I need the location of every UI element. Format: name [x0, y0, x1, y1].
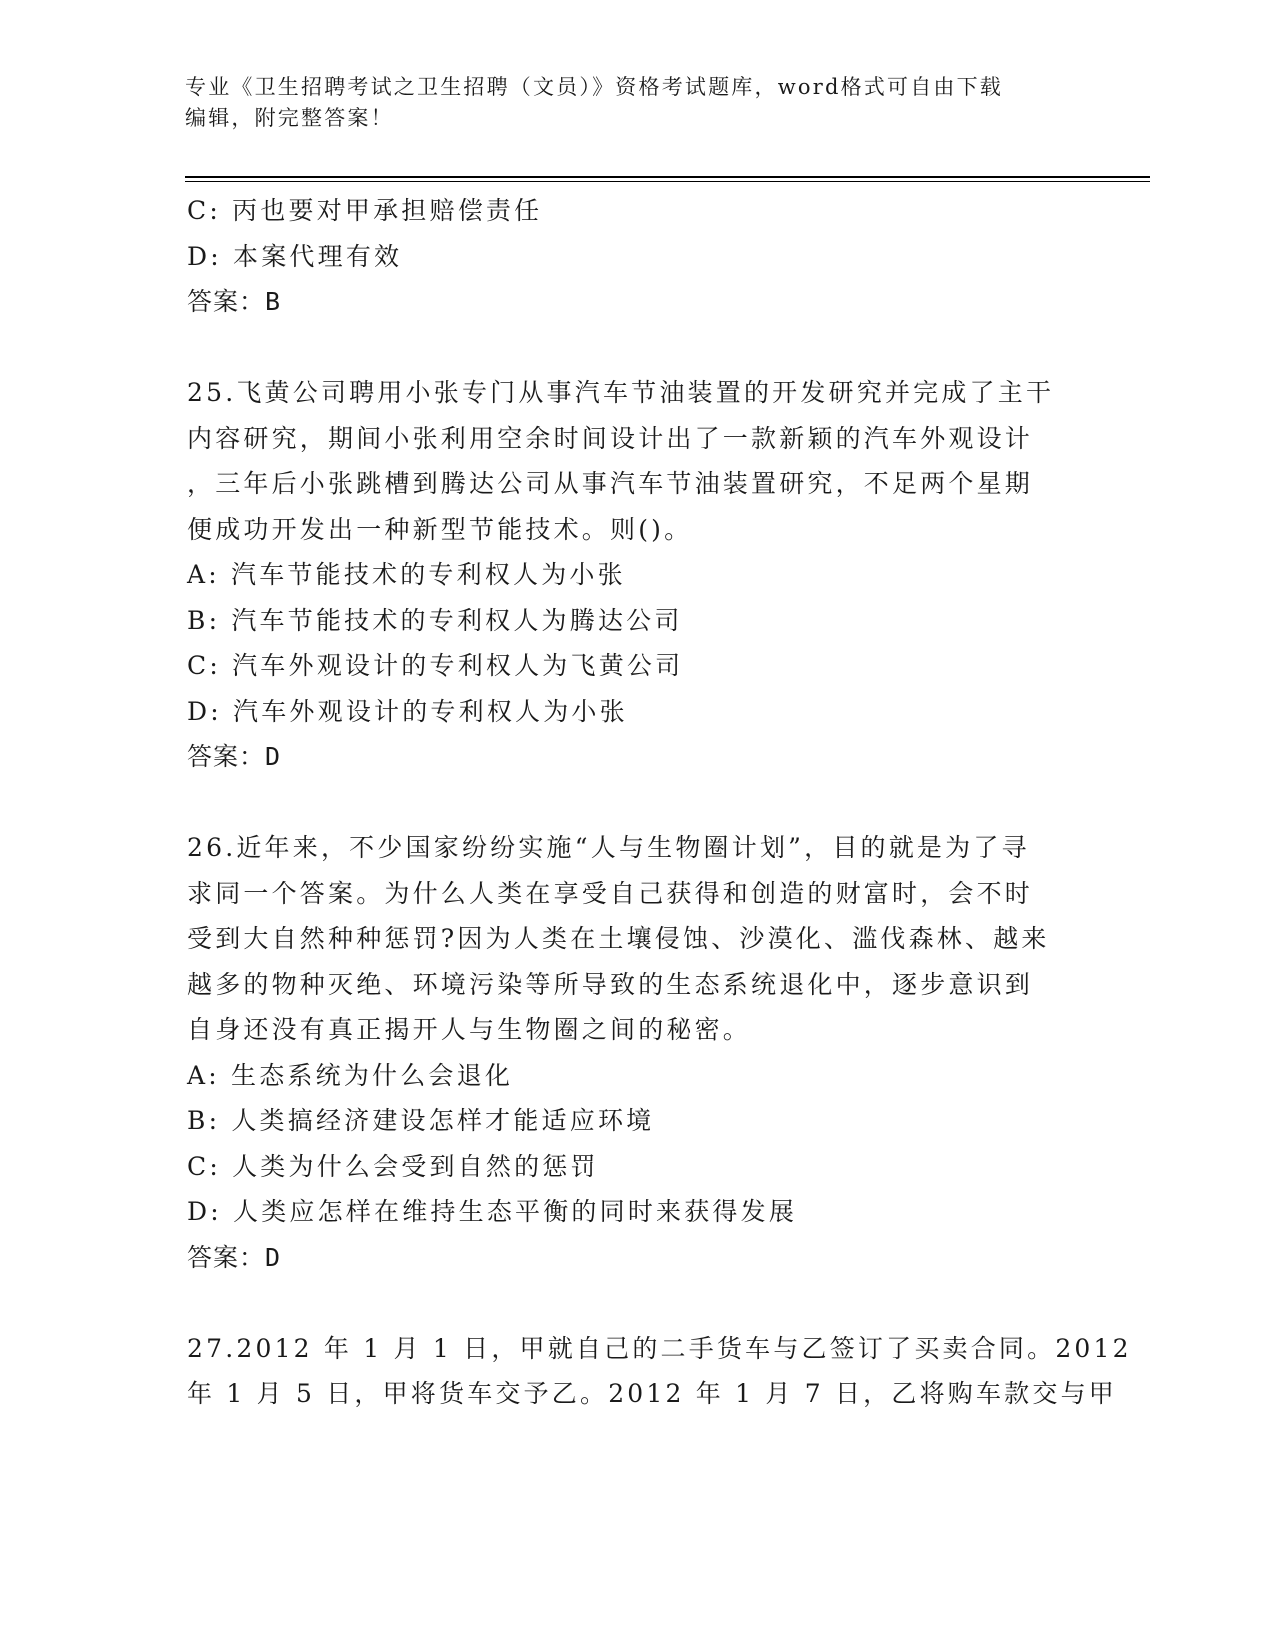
answer-value: D — [265, 742, 282, 771]
question-stem-line: 26.近年来，不少国家纷纷实施“人与生物圈计划”，目的就是为了寻 — [187, 833, 1030, 862]
question-26 — [187, 825, 1087, 1280]
header-line-2: 编辑，附完整答案！ — [185, 106, 394, 130]
question-stem-line: 越多的物种灭绝、环境污染等所导致的生态系统退化中，逐步意识到 — [187, 969, 1034, 999]
question-stem-line: 便成功开发出一种新型节能技术。则()。 — [187, 514, 693, 544]
document-header — [185, 72, 1085, 134]
answer-line — [187, 279, 1087, 325]
header-divider-thick — [185, 176, 1150, 178]
header-divider-thin — [185, 181, 1150, 182]
option-c: C: 人类为什么会受到自然的惩罚 — [187, 1151, 599, 1181]
answer-value: B — [265, 287, 282, 316]
answer-value: D — [265, 1242, 282, 1272]
spacer — [187, 780, 1087, 826]
question-25 — [187, 370, 1087, 780]
spacer — [187, 325, 1087, 371]
answer-label: 答案： — [187, 742, 266, 771]
question-stem-line: 27.2012 年 1 月 1 日，甲就自己的二手货车与乙签订了买卖合同。2012 — [187, 1333, 1132, 1363]
question-stem-line: 年 1 月 5 日，甲将货车交予乙。2012 年 1 月 7 日，乙将购车款交与甲 — [187, 1379, 1117, 1408]
question-content — [187, 188, 1132, 1417]
option-d: D: 汽车外观设计的专利权人为小张 — [187, 696, 628, 726]
option-c: C: 丙也要对甲承担赔偿责任 — [187, 196, 543, 225]
spacer — [187, 1280, 1087, 1326]
option-b: B: 汽车节能技术的专利权人为腾达公司 — [187, 605, 683, 635]
answer-label: 答案： — [187, 1242, 266, 1272]
answer-line — [187, 734, 1087, 780]
question-27 — [187, 1326, 1132, 1417]
question-stem-line: 受到大自然种种惩罚?因为人类在土壤侵蚀、沙漠化、滥伐森林、越来 — [187, 924, 1050, 953]
question-stem-line: 25.飞黄公司聘用小张专门从事汽车节油装置的开发研究并完成了主干 — [187, 378, 1055, 407]
question-stem-line: 求同一个答案。为什么人类在享受自己获得和创造的财富时，会不时 — [187, 878, 1034, 908]
header-line-1: 专业《卫生招聘考试之卫生招聘（文员）》资格考试题库，word格式可自由下载 — [185, 75, 1003, 99]
option-a: A: 生态系统为什么会退化 — [187, 1060, 514, 1090]
question-stem-line: ，三年后小张跳槽到腾达公司从事汽车节油装置研究，不足两个星期 — [187, 469, 1034, 498]
question-stem-line: 内容研究，期间小张利用空余时间设计出了一款新颖的汽车外观设计 — [187, 423, 1034, 453]
option-b: B: 人类搞经济建设怎样才能适应环境 — [187, 1106, 655, 1135]
option-a: A: 汽车节能技术的专利权人为小张 — [187, 560, 626, 589]
option-d: D: 本案代理有效 — [187, 241, 403, 271]
answer-label: 答案： — [187, 287, 266, 316]
option-d: D: 人类应怎样在维持生态平衡的同时来获得发展 — [187, 1197, 798, 1226]
question-stem-line: 自身还没有真正揭开人与生物圈之间的秘密。 — [187, 1015, 752, 1044]
option-c: C: 汽车外观设计的专利权人为飞黄公司 — [187, 651, 684, 680]
previous-question-tail — [187, 188, 1087, 325]
answer-line — [187, 1235, 1087, 1281]
